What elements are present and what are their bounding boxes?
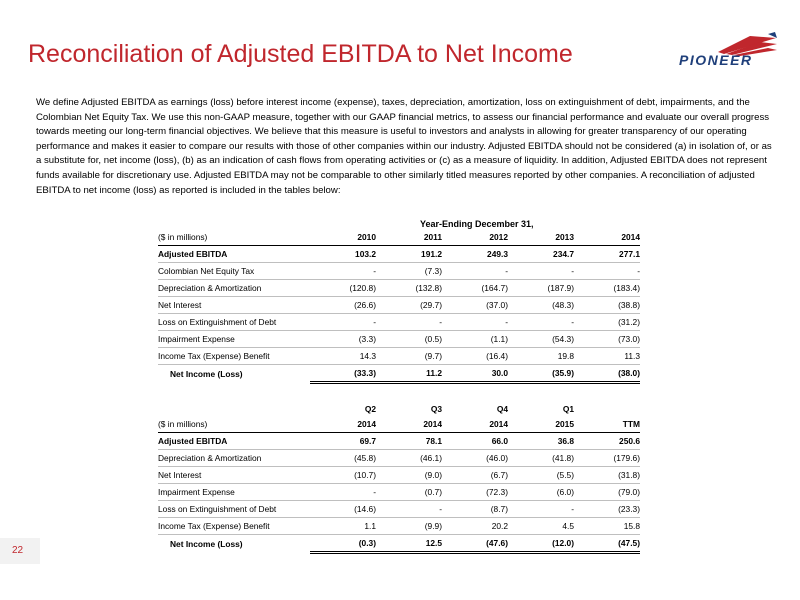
row-value: (31.8): [574, 467, 640, 484]
row-value: (132.8): [376, 280, 442, 297]
row-label: Net Interest: [158, 297, 310, 314]
row-label: Loss on Extinguishment of Debt: [158, 314, 310, 331]
row-label: Income Tax (Expense) Benefit: [158, 348, 310, 365]
row-value: -: [442, 314, 508, 331]
row-value: -: [508, 314, 574, 331]
row-value: (41.8): [508, 450, 574, 467]
row-value: (29.7): [376, 297, 442, 314]
column-header-top: Q4: [496, 404, 508, 414]
table-header-top-row: [158, 402, 640, 416]
row-value: 69.7: [310, 433, 376, 450]
column-header: 2015: [508, 416, 574, 433]
column-header: TTM: [574, 416, 640, 433]
intro-paragraph: We define Adjusted EBITDA as earnings (loss) before interest income (expense), taxes, depreciation, amortization, loss on extinguishment of debt, impairments, and the Colombian Net Equity Tax. We use this non-GAAP measure, together with our GAAP financial metrics, to assess our financial performance and evaluate our overall progress towards meeting our long-term financial objectives. We believe that this measure is useful to investors and analysts in allowing for greater transparency of our operating performance and makes it easier to compare our results with those of other companies within our industry. Adjusted EBITDA should not be considered (a) in isolation of, or as a substitute for, net income (loss), (b) as an indication of cash flows from operating activities or (c) as a measure of liquidity. In addition, Adjusted EBITDA does not represent funds available for discretionary use. Adjusted EBITDA may not be comparable to other similarly titled measures reported by other companies. A reconciliation of adjusted EBITDA to net income (loss) as reported is included in the tables below:: [36, 97, 772, 196]
row-value: (187.9): [508, 280, 574, 297]
row-value: (10.7): [310, 467, 376, 484]
row-value: 78.1: [376, 433, 442, 450]
row-value: 36.8: [508, 433, 574, 450]
row-value: (9.0): [376, 467, 442, 484]
row-value: (183.4): [574, 280, 640, 297]
total-value: 12.5: [376, 535, 442, 553]
table-row: [158, 501, 640, 518]
table-row: [158, 518, 640, 535]
row-value: (0.5): [376, 331, 442, 348]
row-value: -: [574, 263, 640, 280]
column-header-top: Q1: [562, 404, 574, 414]
unit-label: ($ in millions): [158, 229, 310, 246]
row-value: (48.3): [508, 297, 574, 314]
table-row: [158, 467, 640, 484]
total-value: 30.0: [442, 365, 508, 383]
row-value: (0.7): [376, 484, 442, 501]
row-value: 234.7: [508, 246, 574, 263]
row-label: Impairment Expense: [158, 484, 310, 501]
column-header: 2014: [376, 416, 442, 433]
row-value: 103.2: [310, 246, 376, 263]
total-value: (35.9): [508, 365, 574, 383]
table-header-row: [158, 229, 640, 246]
row-value: -: [310, 314, 376, 331]
row-value: (73.0): [574, 331, 640, 348]
total-value: (33.3): [310, 365, 376, 383]
row-value: -: [310, 484, 376, 501]
column-header: 2014: [442, 416, 508, 433]
table1-caption: Year-Ending December 31,: [420, 219, 534, 229]
row-value: 20.2: [442, 518, 508, 535]
row-value: (38.8): [574, 297, 640, 314]
table-row: [158, 348, 640, 365]
row-value: (45.8): [310, 450, 376, 467]
row-value: -: [310, 263, 376, 280]
column-header-top: Q2: [364, 404, 376, 414]
total-label: Net Income (Loss): [170, 538, 243, 549]
column-header: 2010: [310, 229, 376, 246]
row-value: -: [376, 501, 442, 518]
table-row: [158, 433, 640, 450]
row-value: (7.3): [376, 263, 442, 280]
column-header-top: [574, 402, 640, 416]
row-value: (79.0): [574, 484, 640, 501]
row-value: (3.3): [310, 331, 376, 348]
table-row: [158, 246, 640, 263]
column-header: 2014: [574, 229, 640, 246]
row-value: (14.6): [310, 501, 376, 518]
row-value: 14.3: [310, 348, 376, 365]
row-value: -: [442, 263, 508, 280]
row-label: Adjusted EBITDA: [158, 246, 310, 263]
column-header: 2011: [376, 229, 442, 246]
row-label: Impairment Expense: [158, 331, 310, 348]
row-value: 19.8: [508, 348, 574, 365]
column-header-top: Q3: [430, 404, 442, 414]
row-value: (6.7): [442, 467, 508, 484]
table-row: [158, 314, 640, 331]
quarterly-reconciliation-table: [158, 402, 640, 554]
row-value: (179.6): [574, 450, 640, 467]
table-row: [158, 484, 640, 501]
total-value: (0.3): [310, 535, 376, 553]
row-label: Net Interest: [158, 467, 310, 484]
row-value: -: [508, 263, 574, 280]
row-value: 1.1: [310, 518, 376, 535]
row-value: 277.1: [574, 246, 640, 263]
row-value: (46.0): [442, 450, 508, 467]
column-header: 2014: [310, 416, 376, 433]
total-value: (38.0): [574, 365, 640, 383]
row-value: 249.3: [442, 246, 508, 263]
row-value: 11.3: [574, 348, 640, 365]
page-title: Reconciliation of Adjusted EBITDA to Net Income: [28, 40, 573, 68]
table-header-row: [158, 416, 640, 433]
row-value: (72.3): [442, 484, 508, 501]
row-label: Depreciation & Amortization: [158, 280, 310, 297]
total-value: (47.5): [574, 535, 640, 553]
total-value: (12.0): [508, 535, 574, 553]
total-row: [158, 365, 640, 383]
row-value: 4.5: [508, 518, 574, 535]
row-label: Loss on Extinguishment of Debt: [158, 501, 310, 518]
row-value: (1.1): [442, 331, 508, 348]
row-value: (120.8): [310, 280, 376, 297]
table-row: [158, 331, 640, 348]
row-value: 250.6: [574, 433, 640, 450]
row-value: (37.0): [442, 297, 508, 314]
row-label: Income Tax (Expense) Benefit: [158, 518, 310, 535]
row-value: (26.6): [310, 297, 376, 314]
row-value: (9.9): [376, 518, 442, 535]
unit-label: ($ in millions): [158, 416, 310, 433]
total-row: [158, 535, 640, 553]
row-value: 191.2: [376, 246, 442, 263]
annual-reconciliation-table: [158, 229, 640, 384]
row-label: Depreciation & Amortization: [158, 450, 310, 467]
table-row: [158, 297, 640, 314]
row-value: (8.7): [442, 501, 508, 518]
row-value: 66.0: [442, 433, 508, 450]
table-row: [158, 263, 640, 280]
row-label: Colombian Net Equity Tax: [158, 263, 310, 280]
total-label: Net Income (Loss): [170, 368, 243, 379]
row-value: (164.7): [442, 280, 508, 297]
table-row: [158, 280, 640, 297]
total-value: (47.6): [442, 535, 508, 553]
row-value: (16.4): [442, 348, 508, 365]
row-value: (54.3): [508, 331, 574, 348]
table-header-spacer: [158, 402, 310, 416]
page-number: 22: [12, 545, 24, 556]
row-value: (9.7): [376, 348, 442, 365]
row-value: -: [508, 501, 574, 518]
total-value: 11.2: [376, 365, 442, 383]
row-value: (31.2): [574, 314, 640, 331]
row-value: (6.0): [508, 484, 574, 501]
row-value: (23.3): [574, 501, 640, 518]
column-header: 2013: [508, 229, 574, 246]
row-value: 15.8: [574, 518, 640, 535]
row-label: Adjusted EBITDA: [158, 433, 310, 450]
row-value: (5.5): [508, 467, 574, 484]
row-value: -: [376, 314, 442, 331]
row-value: (46.1): [376, 450, 442, 467]
column-header: 2012: [442, 229, 508, 246]
table-row: [158, 450, 640, 467]
logo-wordmark: PIONEER: [679, 52, 753, 68]
